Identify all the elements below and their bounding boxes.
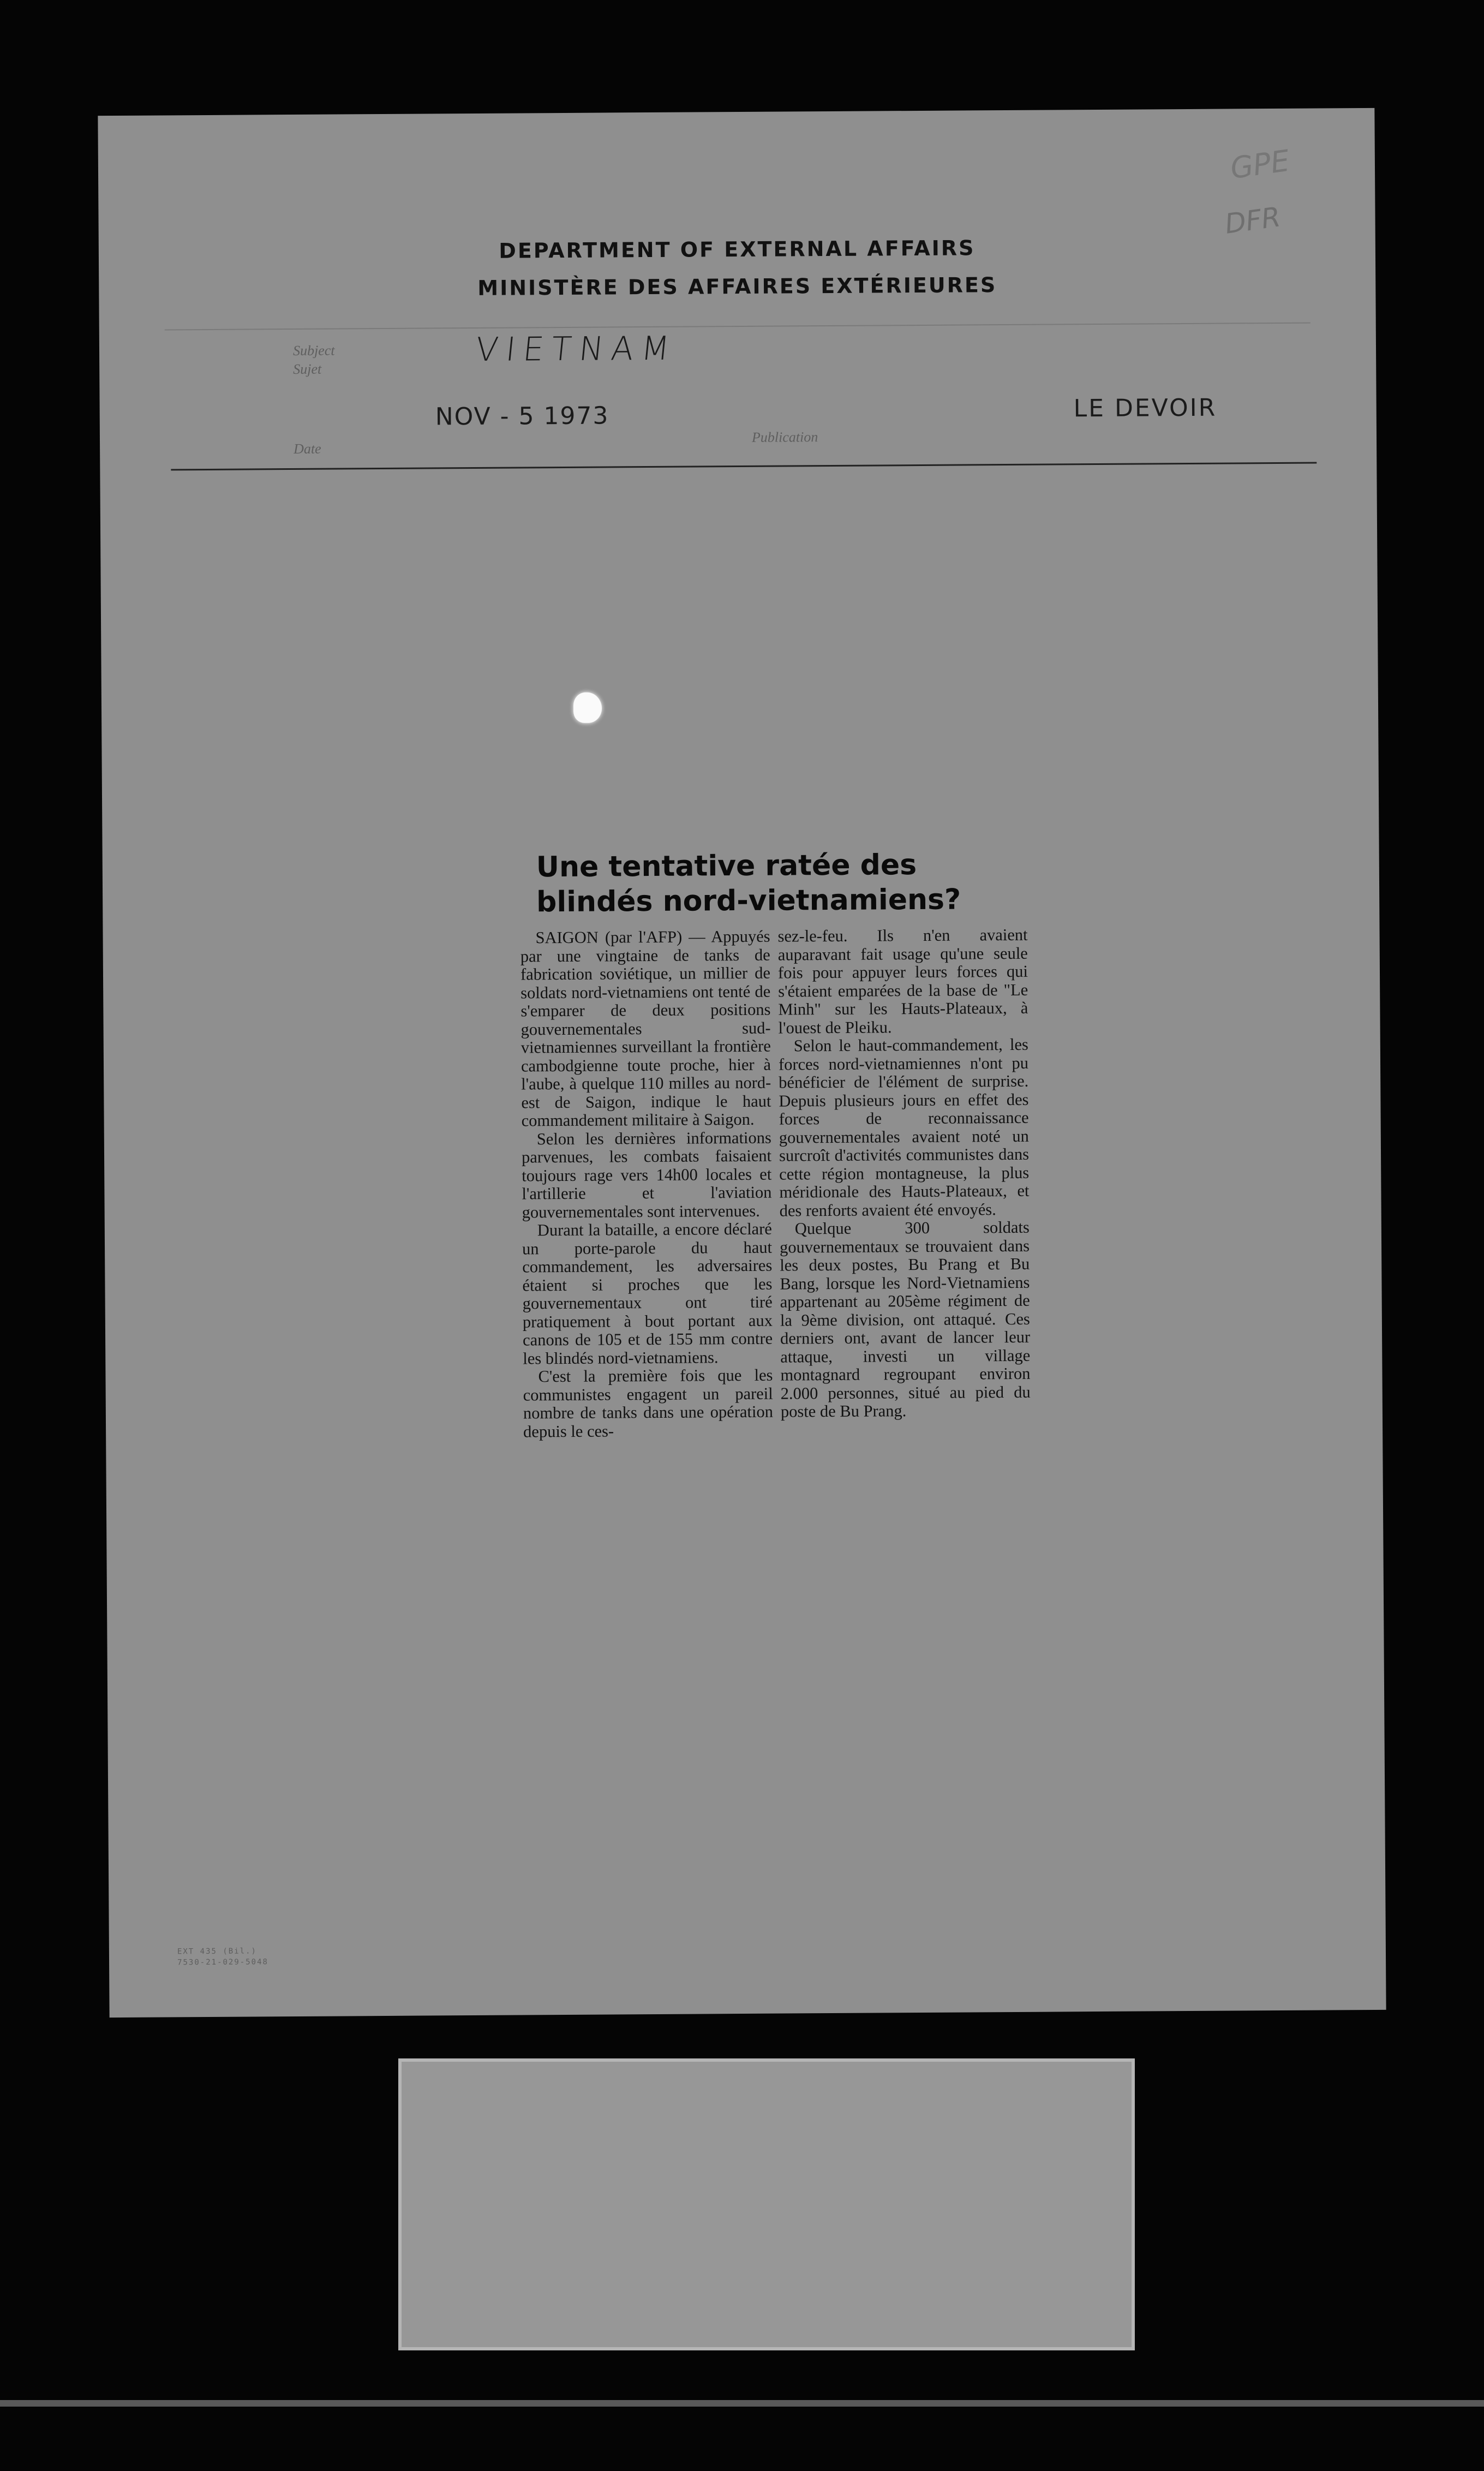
annotation-line-2: DFR — [1223, 201, 1283, 240]
paragraph: C'est la première fois que les communistes engagent un pareil nombre de tanks dans une opération depuis le ces- — [523, 1365, 774, 1441]
form-number-line-2: 7530-21-029-5048 — [177, 1957, 268, 1967]
headline-line-1: Une tentative ratée des — [536, 849, 917, 884]
header-rule — [171, 462, 1317, 471]
paragraph: Selon les dernières informations parvenues, les combats faisaient toujours rage vers 14h00 locales et l'artillerie et l'aviation gouvernementales sont intervenues. — [521, 1128, 772, 1221]
annotation-line-1: GPE — [1228, 143, 1292, 186]
paragraph: Durant la bataille, a encore déclaré un porte-parole du haut commandement, les adversaires étaient si proches que les gouvernementaux ont tiré pratiquement à bout portant aux canons de 105 et de 155 mm contre les blindés nord-vietnamiens. — [522, 1219, 773, 1368]
date-label: Date — [294, 440, 321, 457]
publication-label: Publication — [751, 429, 818, 445]
form-number-line-1: EXT 435 (Bil.) — [177, 1947, 257, 1956]
date-value: NOV - 5 1973 — [435, 402, 609, 431]
paragraph: Quelque 300 soldats gouvernementaux se trouvaient dans les deux postes, Bu Prang et Bu Bang, lorsque les Nord-Vietnamiens appartenant au 205ème régiment de la 9ème division, ont attaqué. Ces derniers ont, avant de lancer leur attaque, investi un village montagnard regroupant environ 2.000 personnes, situé au pied du poste de Bu Prang. — [779, 1217, 1031, 1421]
subject-label-fr: Sujet — [293, 361, 322, 378]
paragraph: SAIGON (par l'AFP) — Appuyés par une vingtaine de tanks de fabrication soviétique, un millier de soldats nord-vietnamiens ont tenté de s'emparer de deux positions gouvernementales sud-vietnamiennes surveillant la frontière cambodgienne toute proche, hier à l'aube, à quelque 110 milles au nord-est de Saigon, indique le haut commandement militaire à Saigon. — [520, 927, 771, 1130]
headline-line-2: blindés nord-vietnamiens? — [536, 883, 961, 919]
publication-value: LE DEVOIR — [1073, 393, 1217, 423]
film-edge — [0, 2400, 1484, 2407]
faint-divider — [165, 323, 1311, 331]
article-column-2 — [777, 926, 1031, 1421]
subject-label-en: Subject — [292, 342, 335, 359]
subject-value: VIETNAM — [474, 329, 679, 369]
white-blot — [573, 693, 602, 723]
department-header-fr: MINISTÈRE DES AFFAIRES EXTÉRIEURES — [477, 273, 997, 300]
paragraph: Selon le haut-commandement, les forces nord-vietnamiennes n'ont pu bénéficier de l'élément de surprise. Depuis plusieurs jours en effet des forces de reconnaissance gouvernementales avaient noté un surcroît d'activités communistes dans cette région montagneuse, la plus méridionale des Hauts-Plateaux, et des renforts avaient été envoyés. — [778, 1035, 1030, 1220]
department-header-en: DEPARTMENT OF EXTERNAL AFFAIRS — [499, 236, 976, 263]
paragraph: sez-le-feu. Ils n'en avaient auparavant fait usage qu'une seule fois pour appuyer leurs forces qui s'étaient emparées de la base de "Le Minh" sur les Hauts-Plateaux, à l'ouest de Pleiku. — [777, 925, 1028, 1037]
article-headline — [536, 847, 1006, 920]
microfilm-target-tab — [398, 2058, 1135, 2350]
form-number — [177, 1945, 268, 1968]
document-page — [98, 108, 1386, 2018]
article-column-1 — [520, 928, 773, 1441]
